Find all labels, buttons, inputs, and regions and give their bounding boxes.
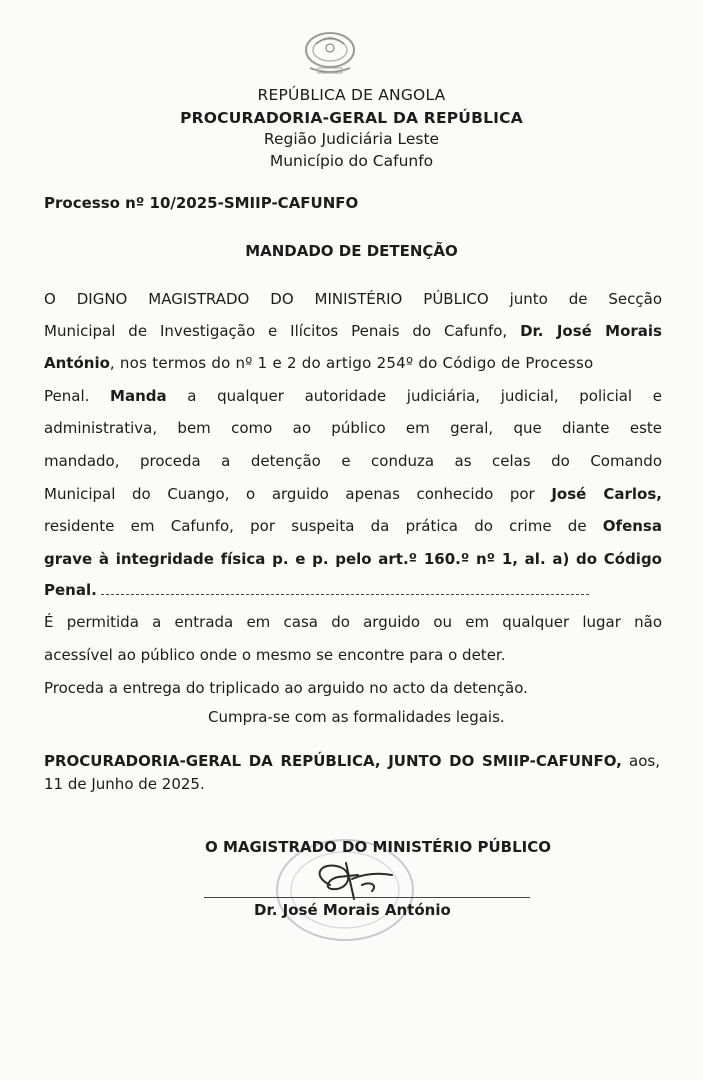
process-number: Processo nº 10/2025-SMIIP-CAFUNFO	[44, 194, 359, 212]
body-line-2: Municipal de Investigação e Ilícitos Penais do Cafunfo, Dr. José Morais	[44, 322, 662, 340]
permission-line-2: acessível ao público onde o mesmo se encontre para o deter.	[44, 646, 506, 664]
institution-name: PROCURADORIA-GERAL DA REPÚBLICA	[180, 109, 523, 127]
national-emblem-icon	[300, 28, 360, 78]
signature-line	[204, 897, 530, 898]
body-line-3: António, nos termos do nº 1 e 2 do artigo 254º do Código de Processo	[44, 354, 594, 372]
body-line-6: mandado, proceda a detenção e conduza as celas do Comando	[44, 452, 662, 470]
compliance-line: Cumpra-se com as formalidades legais.	[208, 708, 505, 726]
delivery-instruction: Proceda a entrega do triplicado ao arguido no acto da detenção.	[44, 679, 528, 697]
closing-line-1: PROCURADORIA-GERAL DA REPÚBLICA, JUNTO DO SMIIP-CAFUNFO, aos,	[44, 752, 660, 770]
body-line-7: Municipal do Cuango, o arguido apenas conhecido por José Carlos,	[44, 485, 662, 503]
body-line-9: grave à integridade física p. e p. pelo art.º 160.º nº 1, al. a) do Código	[44, 550, 662, 568]
permission-line-1: É permitida a entrada em casa do arguido ou em qualquer lugar não	[44, 613, 662, 631]
body-line-4: Penal. Manda a qualquer autoridade judiciária, judicial, policial e	[44, 387, 662, 405]
document-title: MANDADO DE DETENÇÃO	[245, 242, 458, 260]
signatory-name: Dr. José Morais António	[254, 901, 451, 919]
body-line-5: administrativa, bem como ao público em geral, que diante este	[44, 419, 662, 437]
body-line-10: Penal.	[44, 580, 662, 600]
dash-fill	[101, 584, 589, 595]
region-name: Região Judiciária Leste	[263, 130, 440, 148]
body-line-1: O DIGNO MAGISTRADO DO MINISTÉRIO PÚBLICO junto de Secção	[44, 290, 662, 308]
country-name: REPÚBLICA DE ANGOLA	[257, 86, 446, 104]
closing-date: 11 de Junho de 2025.	[44, 775, 205, 793]
signatory-title: O MAGISTRADO DO MINISTÉRIO PÚBLICO	[205, 838, 551, 856]
body-line-8: residente em Cafunfo, por suspeita da prática do crime de Ofensa	[44, 517, 662, 535]
municipality-name: Município do Cafunfo	[269, 152, 434, 170]
